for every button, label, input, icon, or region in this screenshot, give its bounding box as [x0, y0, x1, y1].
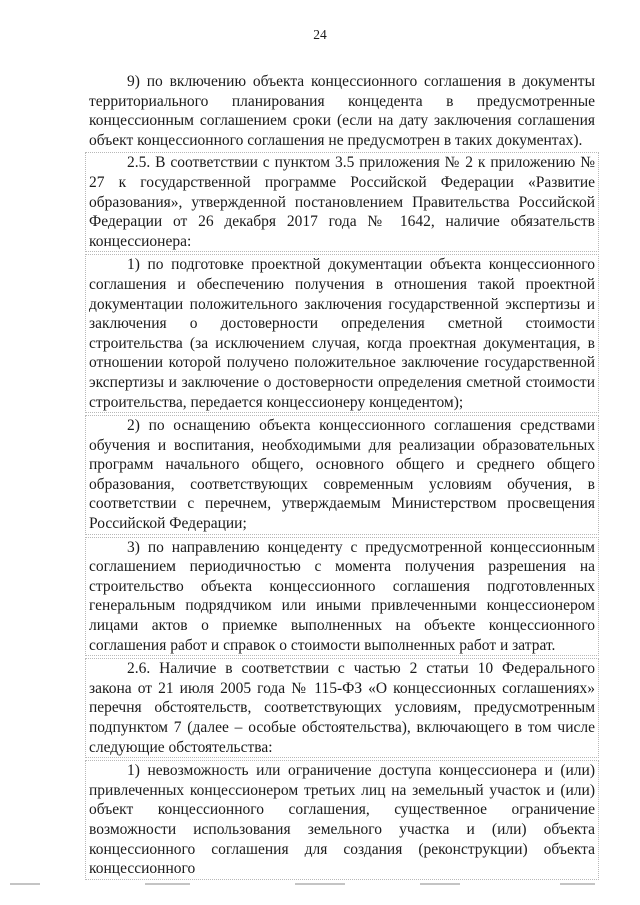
paragraph-2-5: 2.5. В соответствии с пунктом 3.5 приложения № 2 к приложению № 27 к государственной программе Российской Федерации «Развитие образования», утвержденной постановлением Правительства Российской Федерации от 26 декабря 2017 года № 1642, наличие обязательств концессионера:: [85, 152, 599, 252]
scan-mark: [295, 883, 345, 885]
paragraph-item-9: 9) по включению объекта концессионного соглашения в документы территориального планирования концедента в предусмотренные концессионным соглашением сроки (если на дату заключения соглашения объект концессионного соглашения не предусмотрен в таких документах).: [89, 73, 595, 149]
scan-mark: [420, 883, 460, 885]
paragraph-2-5-item-1: 1) по подготовке проектной документации объекта концессионного соглашения и обеспечению получения в отношения такой проектной документации положительного заключения государственной экспертизы и заключения о достоверности определения сметной стоимости строительства (за исключением случая, когда проектная документация, в отношении которой получено положительное заключение государственной экспертизы и заключение о достоверности определения сметной стоимости строительства, передается концессионеру концедентом);: [85, 254, 599, 413]
paragraph-2-5-item-3: 3) по направлению концеденту с предусмотренной концессионным соглашением периодичностью с момента получения разрешения на строительство объекта концессионного соглашения подготовленных генеральным подрядчиком или иными привлеченными концессионером лицами актов о приемке выполненных на объекте концессионного соглашения работ и справок о стоимости выполненных работ и затрат.: [85, 537, 599, 657]
scan-artifacts: [0, 883, 640, 889]
paragraph-2-6-item-1: 1) невозможность или ограничение доступа концессионера и (или) привлеченных концессионером третьих лиц на земельный участок и (или) объект концессионного соглашения, существенное ограничение возможности использования земельного участка и (или) объекта концессионного соглашения для создания (реконструкции) объекта концессионного: [85, 760, 599, 880]
document-body: [89, 72, 595, 880]
paragraph-2-5-item-2: 2) по оснащению объекта концессионного соглашения средствами обучения и воспитания, необходимыми для реализации образовательных программ начального общего, основного общего и среднего общего образования, соответствующих современным условиям обучения, в соответствии с перечнем, утверждаемым Министерством просвещения Российской Федерации;: [85, 415, 599, 535]
scan-mark: [10, 883, 40, 885]
scan-mark: [560, 883, 595, 885]
scan-mark: [145, 883, 190, 885]
paragraph-2-6: 2.6. Наличие в соответствии с частью 2 статьи 10 Федерального закона от 21 июля 2005 года № 115-ФЗ «О концессионных соглашениях» перечня обстоятельств, соответствующих условиям, предусмотренным подпунктом 7 (далее – особые обстоятельства), включающего в том числе следующие обстоятельства:: [85, 658, 599, 758]
page-number: 24: [313, 27, 327, 42]
